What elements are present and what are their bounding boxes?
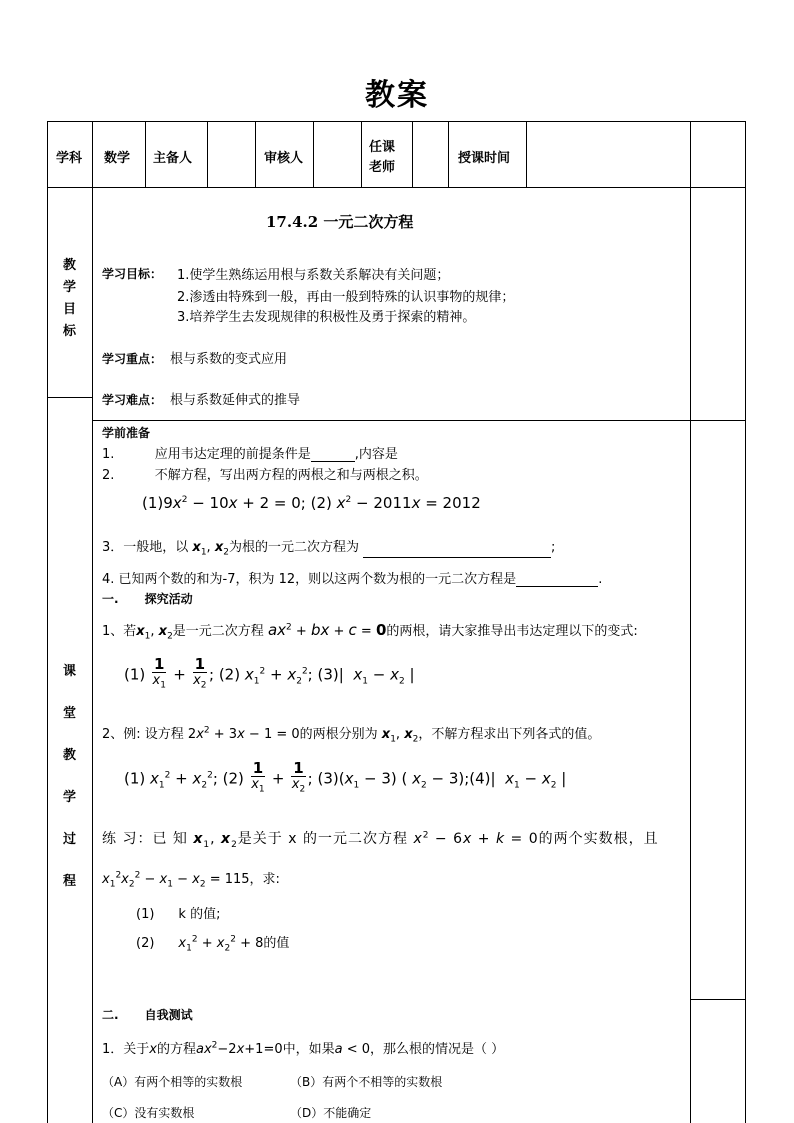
side-col-divider (92, 121, 93, 1123)
answer-blank[interactable] (363, 557, 551, 558)
right-col-divider (690, 999, 746, 1000)
practice-q1: (1) k 的值; (136, 907, 221, 922)
subject-label: 学科 (56, 151, 83, 166)
header-divider (361, 121, 362, 187)
table-border-right (745, 121, 746, 1123)
header-divider (255, 121, 256, 187)
explore-p1-formulas: (1) $\frac{1}{x_1}$ + $\frac{1}{x_2}$ ; (2) $x_1^2 + x_2^2$; (3)| $x_1 - x_2$ | (124, 655, 415, 691)
header-row-bottom (47, 187, 746, 188)
header-divider (526, 121, 527, 187)
class-time-label: 授课时间 (458, 151, 511, 166)
option-a[interactable]: （A）有两个相等的实数根 (102, 1075, 243, 1089)
prep-q1: 1. 应用韦达定理的前提条件是 ,内容是 (102, 447, 398, 462)
table-border-top (47, 121, 746, 122)
key-points-text: 根与系数的变式应用 (170, 352, 288, 367)
right-col-divider-v (690, 121, 691, 1123)
difficulty-text: 根与系数延伸式的推导 (170, 393, 301, 408)
selftest-heading: 二. 自我测试 (102, 1008, 193, 1022)
prep-q4: 4. 已知两个数的和为-7，积为 12，则以这两个数为根的一元二次方程是 . (102, 572, 603, 587)
preparer-label: 主备人 (153, 151, 193, 166)
header-divider (207, 121, 208, 187)
option-b[interactable]: （B）有两个不相等的实数根 (290, 1075, 443, 1089)
difficulty-label: 学习难点： (102, 393, 163, 407)
subject-value: 数学 (104, 151, 131, 166)
reviewer-label: 审核人 (264, 151, 304, 166)
option-c[interactable]: （C）没有实数根 (102, 1106, 195, 1120)
header-divider (145, 121, 146, 187)
prep-heading: 学前准备 (102, 426, 151, 440)
header-divider (313, 121, 314, 187)
selftest-q1: 1．关于x的方程$ax^2-2x+1=0$中，如果a < 0，那么根的情况是（ ） (102, 1040, 505, 1057)
explore-p2-formulas: (1) $x_1^2 + x_2^2$; (2) $\frac{1}{x_1}$ + $\frac{1}{x_2}$ ; $(3)(x_1 - 3)$ ( $x_2$ − 3);(4)| $x_1 - x_2$ | (124, 759, 567, 795)
side-label-process: 课 堂 教 学 过 程 (62, 664, 76, 889)
teacher-label-line1: 任课 (369, 140, 396, 155)
goal-item: 2.渗透由特殊到一般，再由一般到特殊的认识事物的规律； (177, 290, 515, 305)
side-label-goals: 教 学 目 标 (62, 258, 76, 339)
goal-item: 3.培养学生去发现规律的积极性及勇于探索的精神。 (177, 310, 476, 325)
lesson-title: 17.4.2 一元二次方程 (266, 213, 414, 231)
explore-heading: 一. 探究活动 (102, 592, 193, 606)
header-divider (448, 121, 449, 187)
page-title: 教案 (365, 78, 429, 113)
goals-label: 学习目标： (102, 267, 163, 281)
explore-p2: 2、例: 设方程 $2x^2 + 3x - 1 = 0$的两根分别为 $x_1$, $x_2$，不解方程求出下列各式的值。 (102, 725, 601, 745)
option-d[interactable]: （D）不能确定 (290, 1106, 372, 1120)
side-divider-goals (47, 397, 92, 398)
header-divider (412, 121, 413, 187)
goals-section-bottom (92, 420, 746, 421)
practice-line2: $x_1^2x_2^2 - x_1 - x_2 = 115$，求: (102, 870, 280, 890)
prep-q2-equations: $(1)9x^2 - 10x + 2 = 0$; (2) $x^2 - 2011x = 2012$ (142, 494, 481, 512)
key-points-label: 学习重点： (102, 352, 163, 366)
prep-q3: 3．一般地，以 $x_1$, $x_2$为根的一元二次方程为 ; (102, 540, 556, 558)
explore-p1: 1、若$x_1$, $x_2$是一元二次方程 $ax^2$ + bx + c = 0的两根，请大家推导出韦达定理以下的变式: (102, 621, 638, 642)
practice-line1: 练 习：已 知 $x_1$, $x_2$是关于 x 的一元二次方程 $x^2 - 6x + k = 0$的两个实数根，且 (102, 830, 659, 850)
practice-q2: (2) $x_1^2 + x_2^2 + 8$的值 (136, 934, 290, 954)
prep-q2: 2. 不解方程，写出两方程的两根之和与两根之积。 (102, 468, 428, 483)
goal-item: 1.使学生熟练运用根与系数关系解决有关问题； (177, 268, 450, 283)
answer-blank[interactable] (516, 586, 598, 587)
answer-blank[interactable] (311, 461, 355, 462)
teacher-label-line2: 老师 (369, 160, 396, 175)
